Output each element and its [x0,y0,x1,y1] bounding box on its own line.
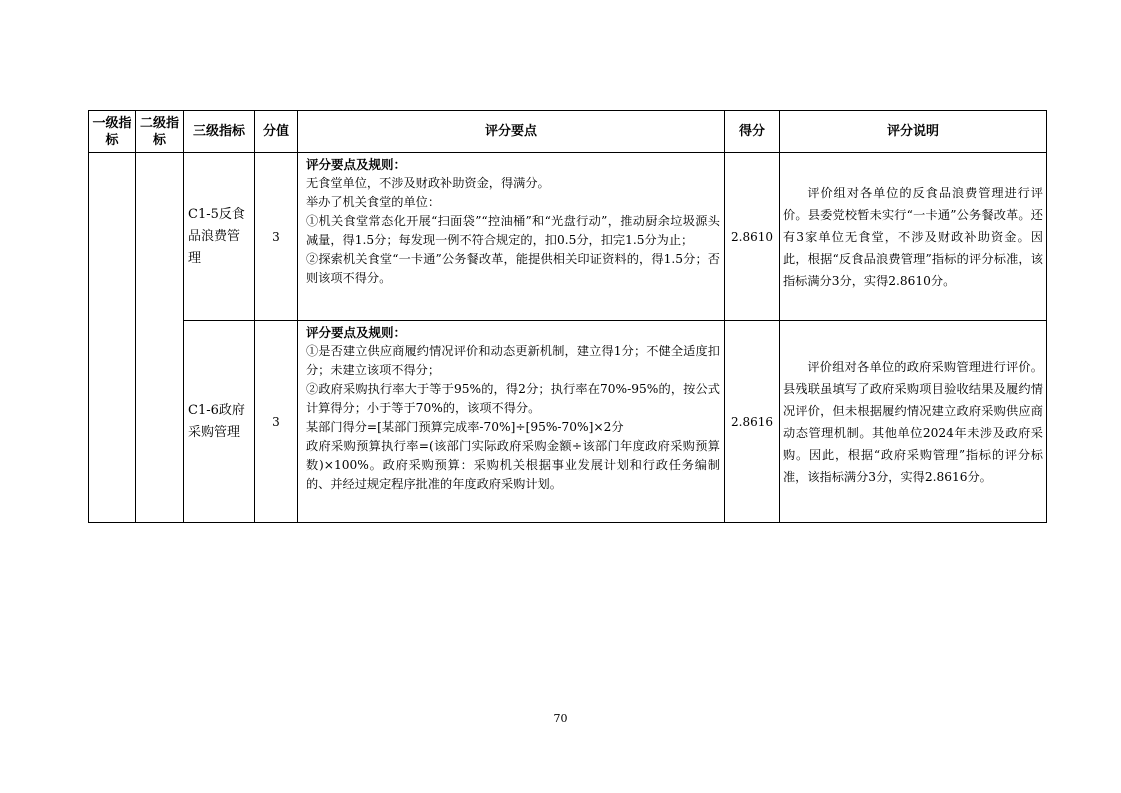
rule-line: 政府采购预算执行率=(该部门实际政府采购金额÷该部门年度政府采购预算数)×100%。政府采购预算：采购机关根据事业发展计划和行政任务编制的、并经过规定程序批准的年度政府采购计划。 [306,439,720,491]
header-score: 分值 [255,111,298,153]
explain-cell: 评价组对各单位的反食品浪费管理进行评价。县委党校暂未实行“一卡通”公务餐改革。还有3家单位无食堂，不涉及财政补助资金。因此，根据“反食品浪费管理”指标的评分标准，该指标满分3分，实得2.8610分。 [780,153,1047,321]
rule-heading: 评分要点及规则： [306,325,407,340]
level3-cell: C1-5反食品浪费管理 [184,153,255,321]
rule-heading: 评分要点及规则： [306,157,407,172]
points-cell [298,153,725,321]
points-cell [298,321,725,523]
level2-cell [136,153,184,523]
rule-line: ①机关食堂常态化开展“扫面袋”“控油桶”和“光盘行动”，推动厨余垃圾源头减量，得1.5分；每发现一例不符合规定的，扣0.5分，扣完1.5分为止； [306,214,720,247]
rule-line: ②探索机关食堂“一卡通”公务餐改革，能提供相关印证资料的，得1.5分；否则该项不得分。 [306,252,720,285]
table-row [89,321,1047,523]
header-level2: 二级指标 [136,111,184,153]
header-points: 评分要点 [298,111,725,153]
header-row [89,111,1047,153]
explain-cell: 评价组对各单位的政府采购管理进行评价。县残联虽填写了政府采购项目验收结果及履约情况评价，但未根据履约情况建立政府采购供应商动态管理机制。其他单位2024年未涉及政府采购。因此，根据“政府采购管理”指标的评分标准，该指标满分3分，实得2.8616分。 [780,321,1047,523]
level3-cell: C1-6政府采购管理 [184,321,255,523]
header-level1: 一级指标 [89,111,136,153]
rule-line: ②政府采购执行率大于等于95%的，得2分；执行率在70%-95%的，按公式计算得分；小于等于70%的，该项不得分。 [306,382,720,415]
got-cell: 2.8616 [725,321,780,523]
got-cell: 2.8610 [725,153,780,321]
rule-line: 无食堂单位，不涉及财政补助资金，得满分。 [306,176,550,190]
evaluation-table [88,110,1047,523]
level1-cell [89,153,136,523]
header-level3: 三级指标 [184,111,255,153]
score-cell: 3 [255,153,298,321]
score-cell: 3 [255,321,298,523]
table-row [89,153,1047,321]
rule-line: ①是否建立供应商履约情况评价和动态更新机制，建立得1分；不健全适度扣分；未建立该项不得分； [306,344,720,377]
header-explain: 评分说明 [780,111,1047,153]
header-got: 得分 [725,111,780,153]
rule-line: 举办了机关食堂的单位： [306,195,441,209]
rule-line: 某部门得分=[某部门预算完成率-70%]÷[95%-70%]×2分 [306,420,624,434]
page-number: 70 [553,712,568,725]
